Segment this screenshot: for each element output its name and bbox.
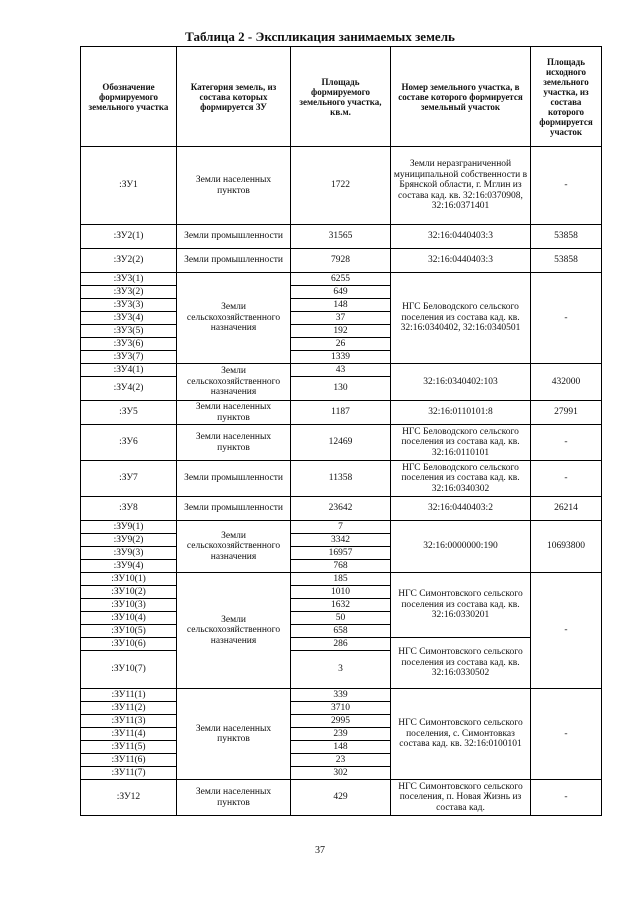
table-row [81,461,602,497]
table-row [81,273,602,286]
source-parcel: 32:16:0440403:3 [391,225,531,249]
parcel-label: :ЗУ3(6) [81,338,177,351]
parcel-area: 3710 [291,702,391,715]
source-area: - [531,425,602,461]
table-row [81,147,602,225]
parcel-label: :ЗУ9(1) [81,521,177,534]
parcel-label: :ЗУ8 [81,497,177,521]
parcel-label: :ЗУ3(1) [81,273,177,286]
source-parcel: НГС Беловодского сельского поселения из состава кад. кв. 32:16:0340302 [391,461,531,497]
land-category: Земли сельскохозяйственного назначения [177,521,291,573]
source-parcel: 32:16:0340402:103 [391,364,531,401]
parcel-area: 37 [291,312,391,325]
source-parcel: 32:16:0110101:8 [391,401,531,425]
parcel-label: :ЗУ10(5) [81,625,177,638]
parcel-label: :ЗУ3(4) [81,312,177,325]
explication-table [80,46,602,816]
land-category: Земли населенных пунктов [177,147,291,225]
parcel-area: 192 [291,325,391,338]
parcel-area: 185 [291,573,391,586]
source-area: - [531,147,602,225]
land-category: Земли промышленности [177,249,291,273]
parcel-area: 16957 [291,547,391,560]
parcel-label: :ЗУ4(1) [81,364,177,377]
land-category: Земли населенных пунктов [177,780,291,816]
parcel-area: 7928 [291,249,391,273]
table-row [81,521,602,534]
header-cell: Площадь формируемого земельного участка, кв.м. [291,47,391,147]
parcel-area: 3342 [291,534,391,547]
parcel-area: 23 [291,754,391,767]
parcel-label: :ЗУ3(5) [81,325,177,338]
parcel-label: :ЗУ10(7) [81,651,177,689]
source-area: 53858 [531,249,602,273]
parcel-label: :ЗУ5 [81,401,177,425]
land-category: Земли сельскохозяйственного назначения [177,364,291,401]
parcel-label: :ЗУ1 [81,147,177,225]
land-category: Земли сельскохозяйственного назначения [177,273,291,364]
parcel-label: :ЗУ2(1) [81,225,177,249]
parcel-area: 12469 [291,425,391,461]
parcel-label: :ЗУ6 [81,425,177,461]
parcel-area: 239 [291,728,391,741]
parcel-area: 429 [291,780,391,816]
table-row [81,497,602,521]
source-parcel: 32:16:0440403:3 [391,249,531,273]
parcel-label: :ЗУ11(3) [81,715,177,728]
table-row [81,225,602,249]
parcel-area: 1010 [291,586,391,599]
parcel-label: :ЗУ11(2) [81,702,177,715]
source-area: 10693800 [531,521,602,573]
parcel-label: :ЗУ10(6) [81,638,177,651]
parcel-label: :ЗУ9(2) [81,534,177,547]
land-category: Земли сельскохозяйственного назначения [177,573,291,689]
parcel-label: :ЗУ3(3) [81,299,177,312]
source-parcel: НГС Симонтовского сельского поселения, с. Симонтовказ состава кад. кв. 32:16:0100101 [391,689,531,780]
land-category: Земли населенных пунктов [177,425,291,461]
source-parcel: Земли неразграниченной муниципальной собственности в Брянской области, г. Мглин из состава кад. кв. 32:16:0370908, 32:16:0371401 [391,147,531,225]
table-row [81,689,602,702]
land-category: Земли населенных пунктов [177,689,291,780]
parcel-area: 148 [291,299,391,312]
source-parcel: НГС Симонтовского сельского поселения из состава кад. кв. 32:16:0330502 [391,638,531,689]
source-area: - [531,689,602,780]
land-category: Земли населенных пунктов [177,401,291,425]
parcel-label: :ЗУ11(1) [81,689,177,702]
parcel-label: :ЗУ10(3) [81,599,177,612]
table-row [81,364,602,377]
parcel-area: 6255 [291,273,391,286]
source-parcel: НГС Беловодского сельского поселения из состава кад. кв. 32:16:0340402, 32:16:0340501 [391,273,531,364]
parcel-area: 3 [291,651,391,689]
source-area: 432000 [531,364,602,401]
parcel-area: 130 [291,377,391,401]
table-row [81,638,602,651]
header-cell: Площадь исходного земельного участка, из состава которого формируется участок [531,47,602,147]
parcel-area: 1339 [291,351,391,364]
parcel-area: 11358 [291,461,391,497]
parcel-label: :ЗУ10(1) [81,573,177,586]
page-title: Таблица 2 - Экспликация занимаемых земель [185,29,455,44]
source-parcel: 32:16:0440403:2 [391,497,531,521]
table-row [81,780,602,816]
source-parcel: НГС Беловодского сельского поселения из состава кад. кв. 32:16:0110101 [391,425,531,461]
parcel-area: 339 [291,689,391,702]
parcel-area: 7 [291,521,391,534]
source-parcel: НГС Симонтовского сельского поселения, п. Новая Жизнь из состава кад. [391,780,531,816]
parcel-area: 26 [291,338,391,351]
parcel-label: :ЗУ10(4) [81,612,177,625]
table-row [81,401,602,425]
source-area: - [531,780,602,816]
parcel-area: 286 [291,638,391,651]
source-area: - [531,273,602,364]
source-area: 26214 [531,497,602,521]
parcel-area: 649 [291,286,391,299]
parcel-label: :ЗУ11(7) [81,767,177,780]
table-row [81,573,602,586]
parcel-area: 50 [291,612,391,625]
header-cell: Обозначение формируемого земельного участка [81,47,177,147]
source-area: - [531,573,602,689]
parcel-area: 1187 [291,401,391,425]
parcel-label: :ЗУ4(2) [81,377,177,401]
parcel-label: :ЗУ3(7) [81,351,177,364]
parcel-area: 302 [291,767,391,780]
header-cell: Категория земель, из состава которых формируется ЗУ [177,47,291,147]
parcel-area: 23642 [291,497,391,521]
source-area: - [531,461,602,497]
parcel-label: :ЗУ10(2) [81,586,177,599]
parcel-label: :ЗУ11(6) [81,754,177,767]
parcel-area: 148 [291,741,391,754]
parcel-area: 2995 [291,715,391,728]
parcel-label: :ЗУ7 [81,461,177,497]
parcel-label: :ЗУ11(5) [81,741,177,754]
parcel-label: :ЗУ11(4) [81,728,177,741]
parcel-area: 658 [291,625,391,638]
source-area: 53858 [531,225,602,249]
parcel-label: :ЗУ12 [81,780,177,816]
parcel-label: :ЗУ9(3) [81,547,177,560]
parcel-area: 1632 [291,599,391,612]
source-area: 27991 [531,401,602,425]
parcel-area: 31565 [291,225,391,249]
land-category: Земли промышленности [177,225,291,249]
land-category: Земли промышленности [177,497,291,521]
table-row [81,425,602,461]
source-parcel: 32:16:0000000:190 [391,521,531,573]
header-cell: Номер земельного участка, в составе которого формируется земельный участок [391,47,531,147]
page-number: 37 [315,845,325,856]
parcel-area: 768 [291,560,391,573]
source-parcel: НГС Симонтовского сельского поселения из состава кад. кв. 32:16:0330201 [391,573,531,638]
land-category: Земли промышленности [177,461,291,497]
parcel-label: :ЗУ9(4) [81,560,177,573]
table-row [81,249,602,273]
parcel-area: 43 [291,364,391,377]
header-row [81,47,602,147]
parcel-label: :ЗУ3(2) [81,286,177,299]
parcel-label: :ЗУ2(2) [81,249,177,273]
parcel-area: 1722 [291,147,391,225]
